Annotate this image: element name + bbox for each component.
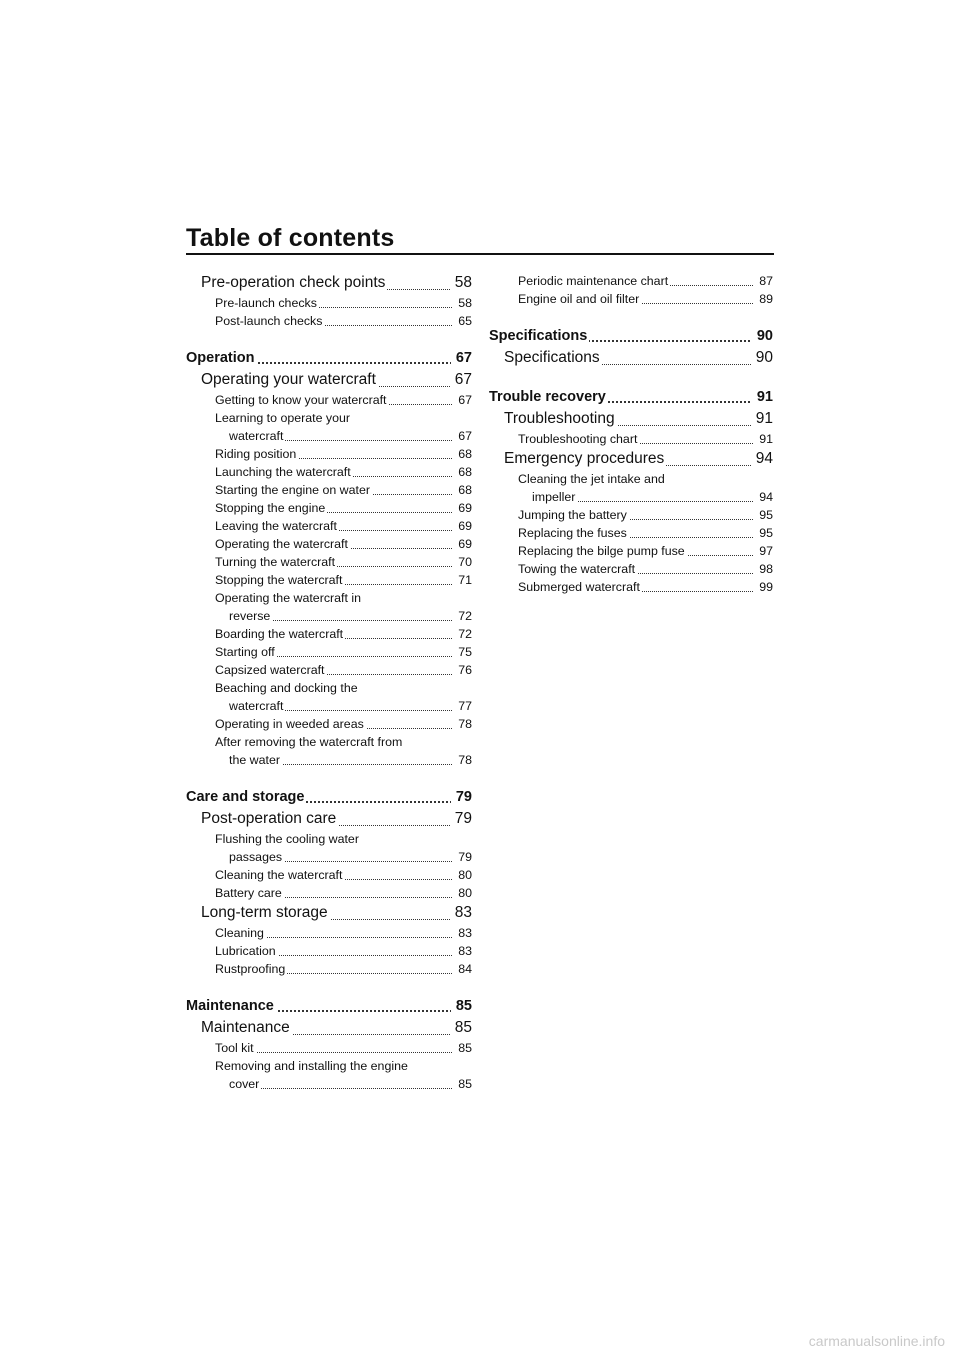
toc-page-number: 90 (752, 325, 773, 347)
toc-subsection-entry-wrapped[interactable] (186, 830, 472, 866)
toc-subsection-entry[interactable] (489, 560, 773, 578)
toc-subsection-entry[interactable] (489, 506, 773, 524)
toc-entry-label: passages (229, 850, 283, 864)
toc-page-number: 95 (754, 506, 773, 524)
toc-chapter-entry[interactable] (489, 386, 773, 408)
toc-chapter-entry[interactable] (186, 995, 472, 1017)
toc-entry-label: Troubleshooting chart (518, 432, 638, 446)
toc-entry-label: After removing the watercraft from (215, 735, 403, 749)
toc-page-number: 76 (453, 661, 472, 679)
toc-subsection-entry-wrapped[interactable] (186, 1057, 472, 1093)
toc-subsection-entry[interactable] (186, 1039, 472, 1057)
toc-subsection-entry[interactable] (186, 960, 472, 978)
toc-page-number: 71 (453, 571, 472, 589)
toc-subsection-entry[interactable] (186, 445, 472, 463)
toc-subsection-entry[interactable] (489, 430, 773, 448)
toc-entry-continuation (186, 751, 472, 769)
toc-entry-label: Launching the watercraft (215, 465, 351, 479)
toc-subsection-entry[interactable] (186, 715, 472, 733)
toc-entry-label: watercraft (229, 699, 284, 713)
toc-entry-label: Post-operation care (201, 810, 337, 827)
toc-entry-label: impeller (532, 490, 576, 504)
toc-subsection-entry-wrapped[interactable] (186, 589, 472, 625)
toc-entry-label: Specifications (504, 349, 600, 366)
section-gap (186, 330, 472, 347)
toc-entry-label: reverse (229, 609, 271, 623)
toc-entry-continuation (489, 488, 773, 506)
toc-page-number: 67 (450, 369, 472, 391)
toc-page-number: 78 (453, 715, 472, 733)
toc-section-entry[interactable] (186, 369, 472, 391)
toc-page-number: 84 (453, 960, 472, 978)
toc-page-number: 79 (450, 808, 472, 830)
toc-page-number: 94 (754, 488, 773, 506)
toc-page-number: 79 (451, 786, 472, 808)
section-gap (186, 978, 472, 995)
toc-entry-label: Long-term storage (201, 904, 328, 921)
toc-page-number: 83 (450, 902, 472, 924)
section-gap (186, 769, 472, 786)
toc-page-number: 85 (453, 1039, 472, 1057)
toc-page-number: 65 (453, 312, 472, 330)
section-gap (489, 308, 773, 325)
toc-entry-continuation (186, 427, 472, 445)
toc-entry-label: Tool kit (215, 1041, 254, 1055)
toc-subsection-entry-wrapped[interactable] (186, 733, 472, 769)
toc-entry-label: Removing and installing the engine (215, 1059, 408, 1073)
toc-entry-label: Rustproofing (215, 962, 286, 976)
toc-section-entry[interactable] (489, 408, 773, 430)
toc-entry-label: Leaving the watercraft (215, 519, 337, 533)
toc-entry-label: Specifications (489, 328, 588, 344)
toc-subsection-entry[interactable] (186, 884, 472, 902)
toc-chapter-entry[interactable] (186, 786, 472, 808)
toc-entry-label: Replacing the fuses (518, 526, 627, 540)
toc-page-number: 89 (754, 290, 773, 308)
toc-page-number: 99 (754, 578, 773, 596)
toc-page-number: 77 (453, 697, 472, 715)
toc-entry-label: Battery care (215, 886, 282, 900)
dot-leader (229, 1088, 472, 1089)
toc-page-number: 91 (751, 408, 773, 430)
toc-entry-label: Pre-launch checks (215, 296, 317, 310)
toc-entry-label: Towing the watercraft (518, 562, 636, 576)
toc-entry-label: the water (229, 753, 280, 767)
toc-page-number: 98 (754, 560, 773, 578)
toc-entry-continuation (186, 697, 472, 715)
toc-entry-label: Cleaning the watercraft (215, 868, 343, 882)
toc-subsection-entry[interactable] (186, 942, 472, 960)
toc-entry-label: Beaching and docking the (215, 681, 358, 695)
toc-subsection-entry[interactable] (186, 625, 472, 643)
toc-entry-label: Engine oil and oil filter (518, 292, 640, 306)
watermark: carmanualsonline.info (808, 1333, 945, 1349)
toc-subsection-entry[interactable] (489, 542, 773, 560)
toc-page-number: 58 (453, 294, 472, 312)
toc-page-number: 67 (453, 391, 472, 409)
toc-entry-label: Lubrication (215, 944, 276, 958)
toc-page-number: 97 (754, 542, 773, 560)
toc-entry-label: Operating in weeded areas (215, 717, 364, 731)
toc-subsection-entry[interactable] (186, 661, 472, 679)
toc-subsection-entry[interactable] (186, 463, 472, 481)
toc-page-number: 67 (451, 347, 472, 369)
page-title: Table of contents (186, 224, 395, 252)
toc-page-number: 80 (453, 866, 472, 884)
toc-entry-label: Learning to operate your (215, 411, 351, 425)
toc-chapter-entry[interactable] (489, 325, 773, 347)
toc-column-left (186, 272, 472, 1093)
toc-subsection-entry[interactable] (489, 578, 773, 596)
toc-section-entry[interactable] (186, 902, 472, 924)
toc-page-number: 69 (453, 517, 472, 535)
toc-entry-label: Operating the watercraft (215, 537, 348, 551)
toc-entry-continuation (186, 607, 472, 625)
toc-page-number: 90 (751, 347, 773, 369)
toc-page-number: 58 (450, 272, 472, 294)
toc-subsection-entry-wrapped[interactable] (186, 679, 472, 715)
toc-entry-label: Maintenance (201, 1019, 290, 1036)
toc-entry-label: Troubleshooting (504, 410, 615, 427)
toc-section-entry[interactable] (186, 808, 472, 830)
toc-entry-label: Replacing the bilge pump fuse (518, 544, 685, 558)
toc-entry-label: Jumping the battery (518, 508, 627, 522)
toc-subsection-entry[interactable] (489, 290, 773, 308)
toc-entry-label: Capsized watercraft (215, 663, 325, 677)
toc-entry-label: cover (229, 1077, 260, 1091)
toc-subsection-entry-wrapped[interactable] (489, 470, 773, 506)
toc-subsection-entry[interactable] (186, 643, 472, 661)
title-rule (186, 253, 774, 255)
toc-page-number: 83 (453, 924, 472, 942)
toc-entry-label: Emergency procedures (504, 450, 665, 467)
toc-section-entry[interactable] (186, 1017, 472, 1039)
toc-entry-label: Care and storage (186, 789, 305, 805)
toc-page-number: 68 (453, 463, 472, 481)
toc-column-right (489, 272, 773, 596)
toc-subsection-entry[interactable] (186, 312, 472, 330)
toc-page-number: 85 (453, 1075, 472, 1093)
section-gap (489, 369, 773, 386)
toc-subsection-entry[interactable] (489, 272, 773, 290)
toc-page-number: 94 (751, 448, 773, 470)
toc-page-number: 91 (752, 386, 773, 408)
toc-subsection-entry[interactable] (489, 524, 773, 542)
toc-entry-label: Cleaning (215, 926, 264, 940)
toc-page-number: 83 (453, 942, 472, 960)
toc-entry-label: Cleaning the jet intake and (518, 472, 665, 486)
toc-page-number: 69 (453, 535, 472, 553)
toc-page-number: 87 (754, 272, 773, 290)
toc-subsection-entry[interactable] (186, 535, 472, 553)
toc-subsection-entry[interactable] (186, 924, 472, 942)
toc-page-number: 72 (453, 607, 472, 625)
toc-section-entry[interactable] (186, 272, 472, 294)
toc-entry-label: Periodic maintenance chart (518, 274, 669, 288)
toc-page-number: 72 (453, 625, 472, 643)
toc-subsection-entry[interactable] (186, 866, 472, 884)
toc-subsection-entry[interactable] (186, 481, 472, 499)
toc-page-number: 75 (453, 643, 472, 661)
toc-entry-label: Operating your watercraft (201, 371, 376, 388)
toc-entry-label: Stopping the engine (215, 501, 326, 515)
toc-entry-label: Riding position (215, 447, 297, 461)
toc-entry-label: Pre-operation check points (201, 274, 386, 291)
toc-entry-label: Getting to know your watercraft (215, 393, 387, 407)
toc-entry-label: Boarding the watercraft (215, 627, 344, 641)
toc-entry-continuation (186, 1075, 472, 1093)
toc-entry-label: Starting off (215, 645, 275, 659)
toc-entry-label: Maintenance (186, 998, 274, 1014)
toc-page-number: 69 (453, 499, 472, 517)
toc-page-number: 85 (451, 995, 472, 1017)
toc-chapter-entry[interactable] (186, 347, 472, 369)
toc-page-number: 67 (453, 427, 472, 445)
toc-subsection-entry-wrapped[interactable] (186, 409, 472, 445)
toc-page-number: 91 (754, 430, 773, 448)
toc-page-number: 78 (453, 751, 472, 769)
toc-page-number: 85 (450, 1017, 472, 1039)
toc-entry-label: Submerged watercraft (518, 580, 640, 594)
toc-subsection-entry[interactable] (186, 517, 472, 535)
toc-entry-label: Starting the engine on water (215, 483, 370, 497)
toc-subsection-entry[interactable] (186, 294, 472, 312)
toc-page-number: 95 (754, 524, 773, 542)
toc-page-number: 68 (453, 481, 472, 499)
toc-subsection-entry[interactable] (186, 553, 472, 571)
toc-entry-label: Trouble recovery (489, 389, 606, 405)
toc-section-entry[interactable] (489, 448, 773, 470)
toc-entry-label: Stopping the watercraft (215, 573, 343, 587)
toc-entry-label: Operating the watercraft in (215, 591, 362, 605)
toc-subsection-entry[interactable] (186, 499, 472, 517)
toc-section-entry[interactable] (489, 347, 773, 369)
toc-entry-label: Post-launch checks (215, 314, 323, 328)
toc-page-number: 80 (453, 884, 472, 902)
toc-page-number: 68 (453, 445, 472, 463)
toc-entry-label: Turning the watercraft (215, 555, 336, 569)
toc-entry-label: Flushing the cooling water (215, 832, 359, 846)
toc-entry-label: Operation (186, 350, 255, 366)
toc-subsection-entry[interactable] (186, 391, 472, 409)
toc-subsection-entry[interactable] (186, 571, 472, 589)
toc-page-number: 70 (453, 553, 472, 571)
toc-entry-label: watercraft (229, 429, 284, 443)
toc-entry-continuation (186, 848, 472, 866)
toc-page-number: 79 (453, 848, 472, 866)
